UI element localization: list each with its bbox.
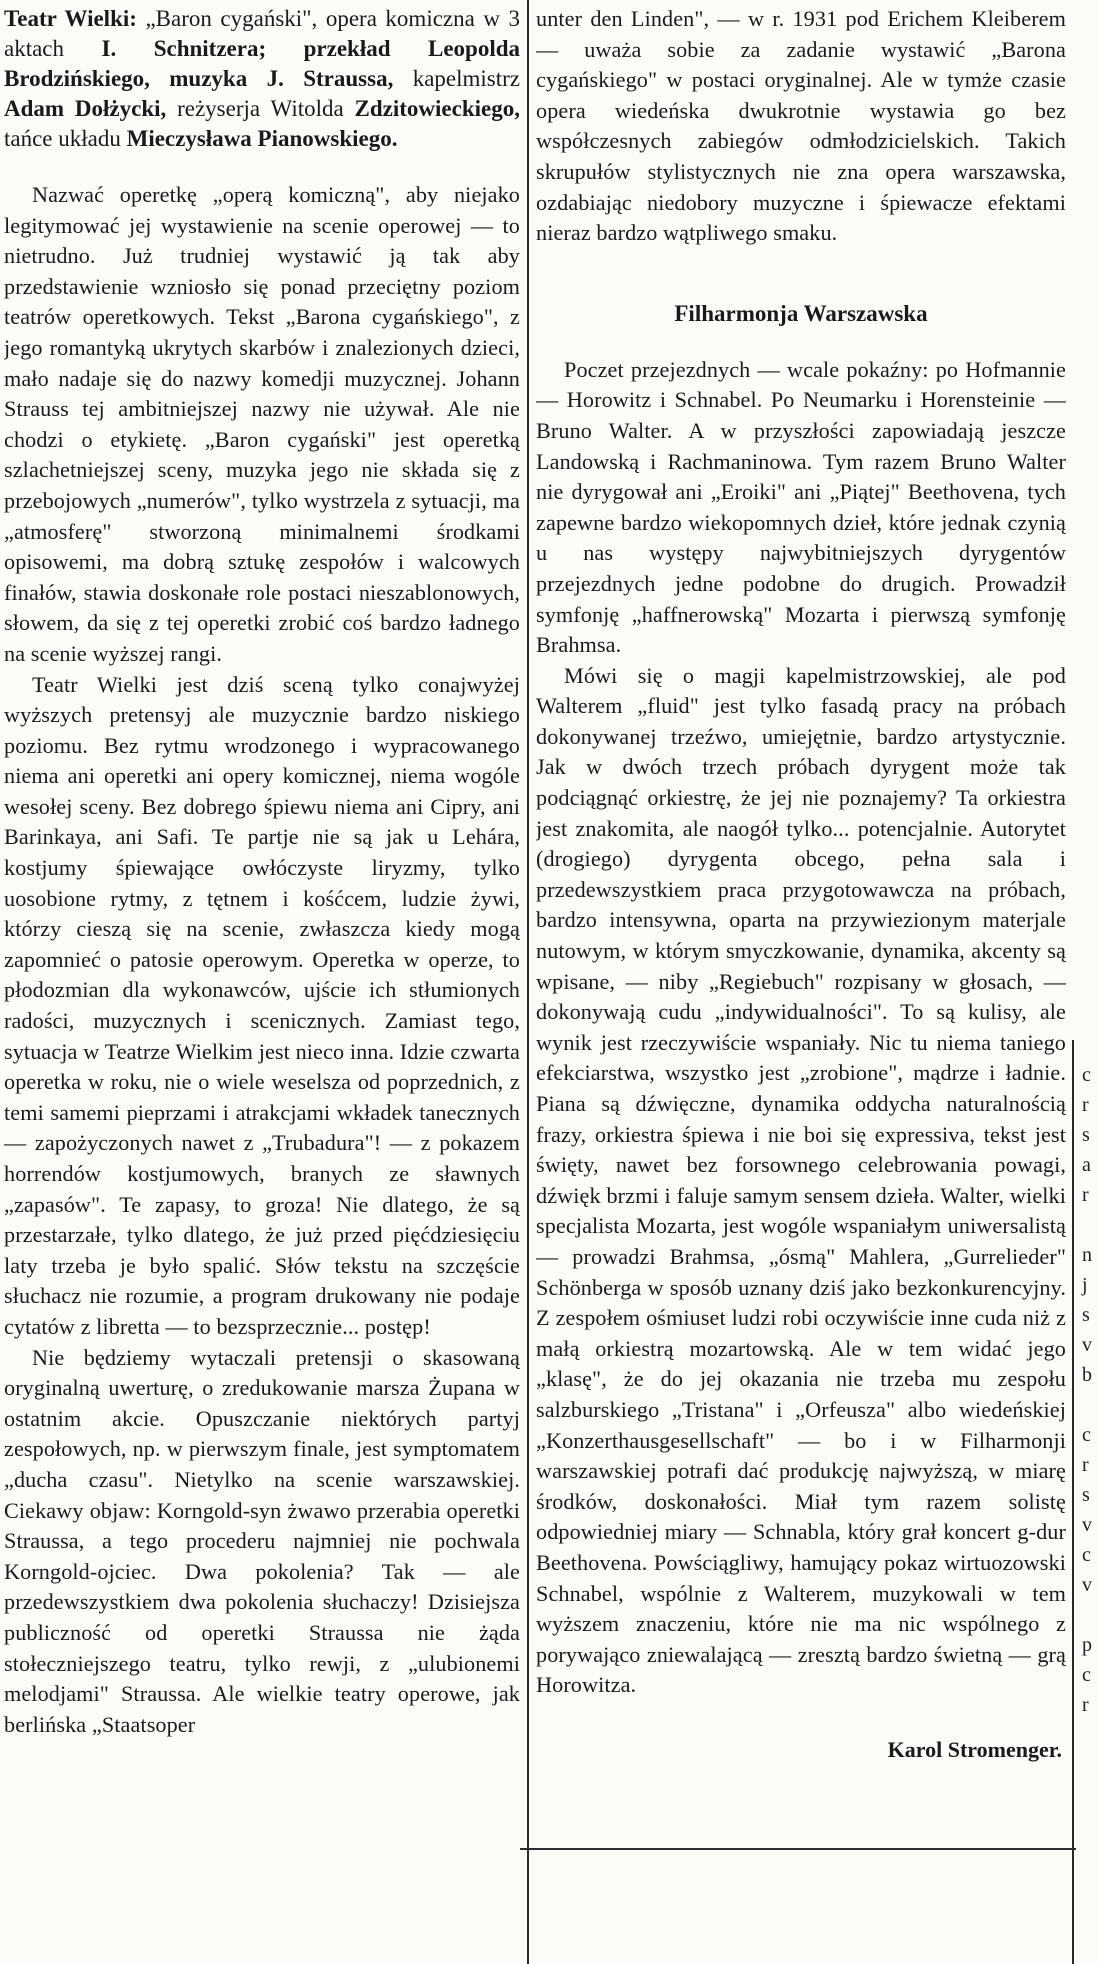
- edge-letter: v: [1082, 1334, 1092, 1356]
- edge-letter: c: [1082, 1664, 1091, 1686]
- left-article-body: [4, 180, 520, 1740]
- left-paragraph-3: Nie będziemy wytaczali pretensji o skasowaną oryginalną uwerturę, o zredukowanie marsza Żupana w ostatnim akcie. Opuszczanie niektórych partyj zespołowych, np. w pierwszym finale, jest symptomatem „ducha czasu". Nietylko na scenie warszawskiej. Ciekawy objaw: Korngold-syn żwawo przerabia operetki Straussa, a tego procederu najmniej nie pochwala Korngold-ojciec. Dwa pokolenia? Tak — ale przedewszystkiem dwa pokolenia słuchaczy! Dzisiejsza publiczność od operetki Straussa nie żąda stołeczniejszego teatru, tylko rewji, z „ulubionemi melodjami" Straussa. Ale wielkie teatry operowe, jak berlińska „Staatsoper: [4, 1344, 520, 1737]
- left-paragraph-1: Nazwać operetkę „operą komiczną", aby niejako legitymować jej wystawienie na scenie operowej — to nietrudno. Już trudniej wystawić ją tak aby przedstawienie wzniosło się ponad przeciętny poziom teatrów operetkowych. Tekst „Barona cygańskiego", z jego romantyką ukrytych skarbów i znalezionych dzieci, mało nadaje się do nazwy komedji muzycznej. Johann Strauss tej ambitniejszej nazwy nie używał. Ale nie chodzi o etykietę. „Baron cygański" jest operetką szlachetniejszej sceny, muzyka jego nie składa się z przebojowych „numerów", tylko wystrzela z sytuacji, ma „atmosferę" stworzoną minimalnemi środkami opisowemi, ma dobrą sztukę zespołów i walcowych finałów, stawia doskonałe role postaci nieszablonowych, słowem, da się z tej operetki zrobić coś bardzo ładnego na scenie wyższej rangi.: [4, 182, 520, 666]
- edge-letter: r: [1082, 1694, 1089, 1716]
- edge-letter: v: [1082, 1574, 1092, 1596]
- edge-letter: p: [1082, 1634, 1092, 1656]
- director-text: reżyserja Witolda: [166, 96, 355, 121]
- venue-label: Teatr Wielki:: [4, 6, 137, 31]
- edge-letter: c: [1082, 1064, 1091, 1086]
- edge-letter: n: [1082, 1244, 1092, 1266]
- edge-letter: j: [1082, 1274, 1088, 1296]
- edge-letter: [1082, 1210, 1098, 1240]
- bottom-horizontal-rule: [520, 1848, 1076, 1850]
- right-continuation: [536, 4, 1066, 249]
- choreographer-name: Mieczysława Pianowskiego.: [126, 126, 398, 151]
- left-paragraph-2: Teatr Wielki jest dziś sceną tylko conajwyżej wyższych pretensyj ale muzycznie bardzo niskiego poziomu. Bez rytmu wrodzonego i wypracowanego niema ani operetki ani opery komicznej, niema wogóle wesołej sceny. Bez dobrego śpiewu niema ani Cipry, ani Barinkaya, ani Safi. Te partje nie są jak u Lehára, kostjumy śpiewające owłóczyste liryzmy, tylko uosobione rytmy, z tętnem i kośćcem, ludzie żywi, którzy cieszą się na scenie, zwłaszcza kiedy mogą zapomnieć o patosie operowym. Operetka w operze, to płodozmian dla wykonawców, ujście ich stłumionych radości, muzycznych i scenicznych. Zamiast tego, sytuacja w Teatrze Wielkim jest nieco inna. Idzie czwarta operetka w roku, nie o wiele weselsza od poprzednich, z temi samemi pieprzami i atrakcjami wkładek tanecznych — zapożyczonych nawet z „Trubadura"! — z pokazem horrendów kostjumowych, branych ze sławnych „zapasów". Te zapasy, to groza! Nie dlatego, że są przestarzałe, tylko dlatego, że już przed pięćdziesięciu laty trzeba je było spalić. Słów tekstu na szczęście słuchacz nie rozumie, a program drukowany nie podaje cytatów z libretta — to bezsprzecznie... postęp!: [4, 671, 520, 1339]
- right-article-body: [536, 355, 1066, 1701]
- edge-letter: s: [1082, 1124, 1090, 1146]
- left-column: [4, 4, 520, 1954]
- edge-letter: r: [1082, 1094, 1089, 1116]
- edge-letter: [1082, 1600, 1098, 1630]
- composer-credits: I. Schnitzera; przekład Leopolda Brodzińskiego, muzyka J. Straussa,: [4, 36, 520, 91]
- edge-letter: s: [1082, 1304, 1090, 1326]
- review-header: [4, 4, 520, 154]
- column-divider: [527, 0, 529, 1964]
- edge-letter: [1082, 1390, 1098, 1420]
- edge-letter: c: [1082, 1544, 1091, 1566]
- section-title: Filharmonja Warszawska: [674, 300, 928, 326]
- opera-title-text: „Baron cygański", opera komiczna w 3 aktach: [4, 6, 520, 61]
- right-paragraph-1: Poczet przejezdnych — wcale pokaźny: po Hofmannie — Horowitz i Schnabel. Po Neumarku i Horensteinie — Bruno Walter. A w przyszłości zapowiadają jeszcze Landowską i Rachmaninowa. Tym razem Bruno Walter nie dyrygował ani „Eroiki" ani „Piątej" Beethovena, tych zapewne bardzo wiekopomnych dzieł, które jednak czynią u nas występy najwybitniejszych dyrygentów przejezdnych jedne podobne do drugich. Prowadził symfonję „haffnerowską" Mozarta i pierwszą symfonję Brahmsa.: [536, 356, 1066, 658]
- right-continuation-paragraph: unter den Linden", — w r. 1931 pod Erichem Kleiberem — uważa sobie za zadanie wystawić „Barona cygańskiego" w postaci oryginalnej. Ale w tymże czasie opera wiedeńska dwukrotnie wystawia go bez współczesnych zabiegów odmłodzicielskich. Takich skrupułów stylistycznych nie zna opera warszawska, ozdabiając niedobory muzyczne i śpiewacze efektami nieraz bardzo wątpliwego smaku.: [536, 6, 1066, 246]
- right-edge-rule: [1072, 1040, 1074, 1964]
- right-column: [536, 4, 1066, 1954]
- conductor-prefix: kapelmistrz: [393, 66, 520, 91]
- author-signature: Karol Stromenger.: [887, 1736, 1062, 1762]
- edge-letter: a: [1082, 1154, 1091, 1176]
- conductor-name: Adam Dołżycki,: [4, 96, 167, 121]
- dance-text: tańce układu: [4, 126, 127, 151]
- right-paragraph-2: Mówi się o magji kapelmistrzowskiej, ale pod Walterem „fluid" jest tylko fasadą pracy na próbach dokonywanej trzeźwo, umiejętnie, bardzo artystycznie. Jak w dwóch trzech próbach dyrygent może tak podciągnąć orkiestrę, że jej nie poznajemy? Ta orkiestra jest znakomita, ale naogół tylko... potencjalnie. Autorytet (drogiego) dyrygenta obcego, pełna sala i przedewszystkiem praca przygotowawcza na próbach, bardzo intensywna, oparta na przywiezionym materjale nutowym, w którym smyczkowanie, dynamika, akcenty są wpisane, — niby „Regiebuch" rozpisany w głosach, — dokonywają cudu „indywidualności". To są kulisy, ale wynik jest rzeczywiście wspaniały. Nic tu niema taniego efekciarstwa, wszystko jest „zrobione", mądrze i ładnie. Piana są dźwięczne, dynamika oddycha naturalnością frazy, orkiestra śpiewa i nie boi się expressiva, tekst jest święty, nawet bez forsownego celebrowania powagi, dźwięk brzmi i faluje samym sensem dzieła. Walter, wielki specjalista Mozarta, jest wogóle wspaniałym uniwersalistą — prowadzi Brahmsa, „ósmą" Mahlera, „Gurrelieder" Schönberga w sposób uznany dziś jako bezkonkurencyjny. Z zespołem ośmiuset ludzi robi oczywiście inne cuda niż z małą orkiestrą mozartowską. Ale w tem widać jego „klasę", że do jej okazania nie trzeba mu zespołu salzburskiego „Tristana" i „Orfeusza" albo wiedeńskiej „Konzerthausgesellschaft" — bo i w Filharmonji warszawskiej potrafi dać produkcję najwyższą, w miarę środków, doskonałości. Miał tym razem solistę odpowiedniej miary — Schnabla, który grał koncert g-dur Beethovena. Powściągliwy, hamujący pokaz wirtuozowski Schnabel, wspólnie z Walterem, muzykowali w tem wyższem znaczeniu, które nie ma nic wspólnego z porywająco zniewalającą — zresztą bardzo świetną — grą Horowitza.: [536, 662, 1066, 1698]
- edge-letter: r: [1082, 1454, 1089, 1476]
- edge-letter: c: [1082, 1424, 1091, 1446]
- director-name: Zdzitowieckiego,: [354, 96, 520, 121]
- edge-letter: s: [1082, 1484, 1090, 1506]
- edge-letter: b: [1082, 1364, 1092, 1386]
- adjacent-column-fragment: [1082, 1060, 1098, 1720]
- edge-letter: r: [1082, 1184, 1089, 1206]
- edge-letter: v: [1082, 1514, 1092, 1536]
